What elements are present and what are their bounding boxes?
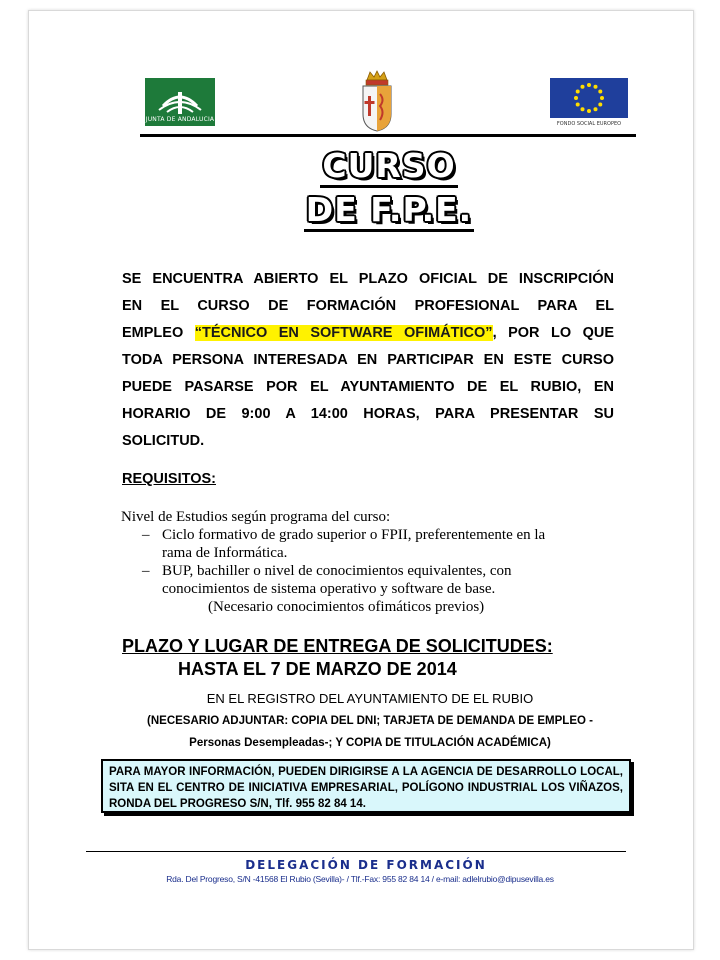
list-item: – BUP, bachiller o nivel de conocimientos equivalentes, con conocimientos de sistema operativo y software de base.: [142, 563, 512, 597]
deadline-date: HASTA EL 7 DE MARZO DE 2014: [178, 659, 457, 679]
info-line: RONDA DEL PROGRESO S/N, Tlf. 955 82 84 14.: [109, 798, 366, 810]
submission-place: EN EL REGISTRO DEL AYUNTAMIENTO DE EL RUBIO: [206, 691, 534, 706]
info-line: SITA EN EL CENTRO DE INICIATIVA EMPRESARIAL, POLÍGONO INDUSTRIAL LOS VIÑAZOS,: [109, 782, 623, 794]
requisitos-intro: Nivel de Estudios según programa del curso:: [121, 509, 391, 525]
junta-andalucia-logo: [145, 78, 215, 126]
intro-line: PUEDE PASARSE POR EL AYUNTAMIENTO DE EL RUBIO, EN: [122, 379, 614, 395]
title-line-2: DE F.P.E.: [220, 190, 558, 229]
intro-line: SE ENCUENTRA ABIERTO EL PLAZO OFICIAL DE INSCRIPCIÓN: [122, 271, 614, 287]
requisitos-heading: REQUISITOS:: [122, 471, 216, 487]
header-divider: [140, 134, 636, 137]
intro-line: SOLICITUD.: [122, 433, 205, 449]
required-docs-line-2: Personas Desempleadas-; Y COPIA DE TITULACIÓN ACADÉMICA): [189, 737, 551, 749]
el-rubio-coat-of-arms-icon: [360, 70, 394, 132]
intro-line: TODA PERSONA INTERESADA EN PARTICIPAR EN ESTE CURSO: [122, 352, 614, 368]
junta-logo-text: JUNTA DE ANDALUCIA: [145, 116, 215, 123]
intro-line: HORARIO DE 9:00 A 14:00 HORAS, PARA PRESENTAR SU: [122, 406, 614, 422]
intro-line: EN EL CURSO DE FORMACIÓN PROFESIONAL PARA EL: [122, 298, 614, 314]
info-line: PARA MAYOR INFORMACIÓN, PUEDEN DIRIGIRSE A LA AGENCIA DE DESARROLLO LOCAL,: [109, 766, 623, 778]
course-name-highlight: “TÉCNICO EN SOFTWARE OFIMÁTICO”: [194, 325, 493, 341]
eu-logo-text: FONDO SOCIAL EUROPEO: [556, 121, 622, 127]
requisitos-list: [121, 508, 621, 616]
title-line-1: CURSO: [220, 146, 558, 185]
footer-department: DELEGACIÓN DE FORMACIÓN: [245, 858, 487, 872]
intro-line: EMPLEO “TÉCNICO EN SOFTWARE OFIMÁTICO”, POR LO QUE: [122, 325, 615, 341]
list-item: – Ciclo formativo de grado superior o FPII, preferentemente en la rama de Informática.: [142, 527, 546, 561]
plazo-heading: PLAZO Y LUGAR DE ENTREGA DE SOLICITUDES:: [122, 636, 553, 656]
intro-paragraph: [122, 266, 614, 455]
footer-address: Rda. Del Progreso, S/N -41568 El Rubio (Sevilla)- / Tlf.-Fax: 955 82 84 14 / e-mail: adlelrubio@dipusevilla.es: [166, 874, 554, 884]
requisitos-note: (Necesario conocimientos ofimáticos previos): [208, 599, 485, 615]
contact-info-box: [101, 759, 631, 813]
eu-flag-logo: [548, 78, 630, 128]
required-docs-line-1: (NECESARIO ADJUNTAR: COPIA DEL DNI; TARJETA DE DEMANDA DE EMPLEO -: [147, 715, 593, 727]
footer-divider: [86, 851, 626, 852]
eu-flag-icon: [550, 78, 628, 118]
